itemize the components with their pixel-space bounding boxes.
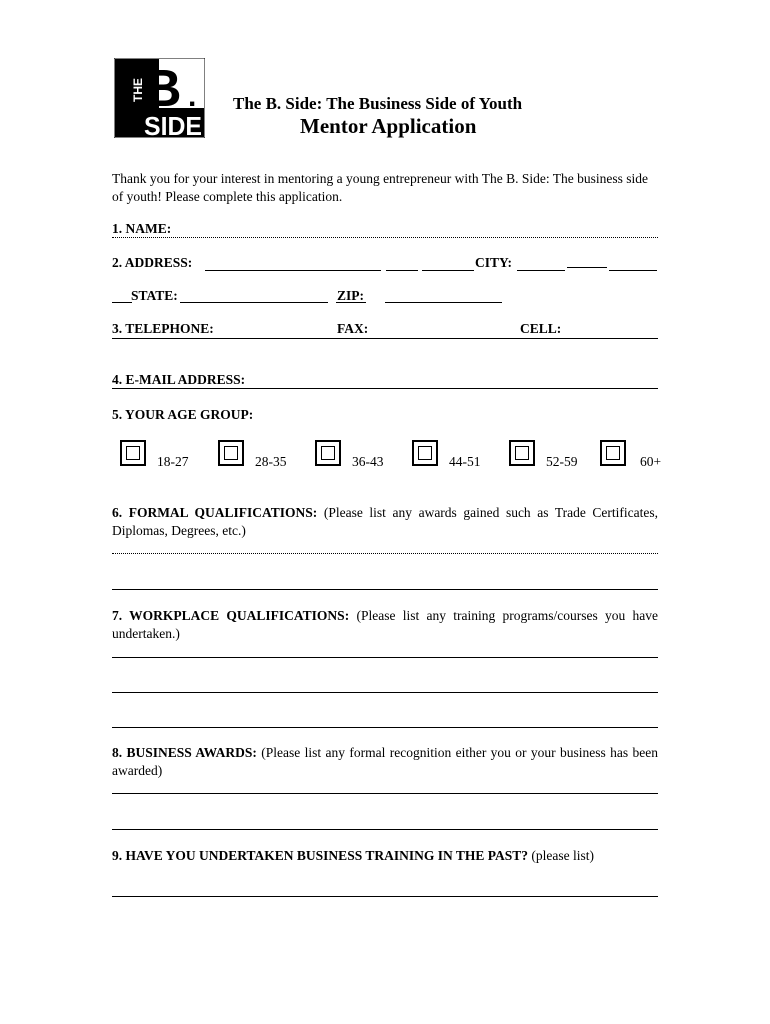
- formal-qualifications-line[interactable]: [112, 553, 658, 554]
- address-field[interactable]: [205, 270, 381, 271]
- logo-word: SIDE: [144, 111, 202, 138]
- form-subtitle: Mentor Application: [300, 114, 477, 138]
- age-option-label: 36-43: [352, 454, 384, 469]
- city-field[interactable]: [517, 270, 565, 271]
- name-field[interactable]: [112, 237, 658, 238]
- address-field-ext2[interactable]: [422, 270, 474, 271]
- form-title: The B. Side: The Business Side of Youth: [233, 94, 523, 113]
- business-training-label: 9. HAVE YOU UNDERTAKEN BUSINESS TRAINING IN THE PAST?: [112, 848, 528, 863]
- logo-small-text: THE: [131, 78, 145, 102]
- address-label: 2. ADDRESS:: [112, 255, 193, 270]
- email-field[interactable]: [112, 388, 658, 389]
- workplace-qualifications-line[interactable]: [112, 692, 658, 693]
- workplace-qualifications-prompt: [112, 607, 658, 643]
- formal-qualifications-line[interactable]: [112, 589, 658, 590]
- city-label: CITY:: [475, 255, 513, 270]
- workplace-qualifications-text: (Please list any training programs/courses you have undertaken.): [112, 608, 658, 641]
- state-label: STATE:: [131, 288, 178, 303]
- fax-label: FAX:: [337, 321, 369, 336]
- address-field-ext[interactable]: [386, 270, 418, 271]
- age-checkbox-28-35[interactable]: [218, 440, 244, 466]
- age-option-label: 18-27: [157, 454, 189, 469]
- workplace-qualifications-line[interactable]: [112, 727, 658, 728]
- city-field-ext[interactable]: [567, 267, 607, 268]
- city-field-ext2[interactable]: [609, 270, 657, 271]
- name-label: 1. NAME:: [112, 221, 172, 236]
- business-awards-text: (Please list any formal recognition either you or your business has been awarded): [112, 745, 658, 778]
- email-label: 4. E-MAIL ADDRESS:: [112, 372, 246, 387]
- age-option-label: 44-51: [449, 454, 481, 469]
- logo: [114, 58, 205, 138]
- cell-label: CELL:: [520, 321, 562, 336]
- business-awards-prompt: [112, 744, 658, 780]
- workplace-qualifications-line[interactable]: [112, 657, 658, 658]
- state-field[interactable]: [180, 302, 328, 303]
- formal-qualifications-text: (Please list any awards gained such as Trade Certificates, Diplomas, Degrees, etc.): [112, 505, 659, 538]
- age-group-label: 5. YOUR AGE GROUP:: [112, 407, 254, 422]
- age-option-label: 28-35: [255, 454, 287, 469]
- business-awards-line[interactable]: [112, 829, 658, 830]
- age-checkbox-52-59[interactable]: [509, 440, 535, 466]
- business-training-prompt: [112, 847, 658, 865]
- state-lead-line: [112, 302, 132, 303]
- business-awards-line[interactable]: [112, 793, 658, 794]
- zip-field[interactable]: [385, 302, 502, 303]
- age-option-label: 52-59: [546, 454, 578, 469]
- formal-qualifications-label: 6. FORMAL QUALIFICATIONS:: [112, 505, 318, 520]
- zip-field-lead: [336, 302, 366, 303]
- business-awards-label: 8. BUSINESS AWARDS:: [112, 745, 257, 760]
- age-checkbox-60-plus[interactable]: [600, 440, 626, 466]
- age-option-label: 60+: [640, 454, 662, 469]
- intro-text: Thank you for your interest in mentoring a young entrepreneur with The B. Side: The business side of youth! Please complete this application.: [112, 171, 649, 204]
- business-training-line[interactable]: [112, 896, 658, 897]
- business-training-text: (please list): [528, 848, 594, 863]
- age-checkbox-44-51[interactable]: [412, 440, 438, 466]
- workplace-qualifications-label: 7. WORKPLACE QUALIFICATIONS:: [112, 608, 350, 623]
- telephone-field[interactable]: [112, 338, 658, 339]
- age-checkbox-18-27[interactable]: [120, 440, 146, 466]
- zip-label: ZIP:: [337, 288, 364, 303]
- formal-qualifications-prompt: [112, 504, 658, 540]
- telephone-label: 3. TELEPHONE:: [112, 321, 214, 336]
- age-checkbox-36-43[interactable]: [315, 440, 341, 466]
- logo-letter: B: [144, 60, 182, 118]
- logo-dot: .: [188, 80, 197, 113]
